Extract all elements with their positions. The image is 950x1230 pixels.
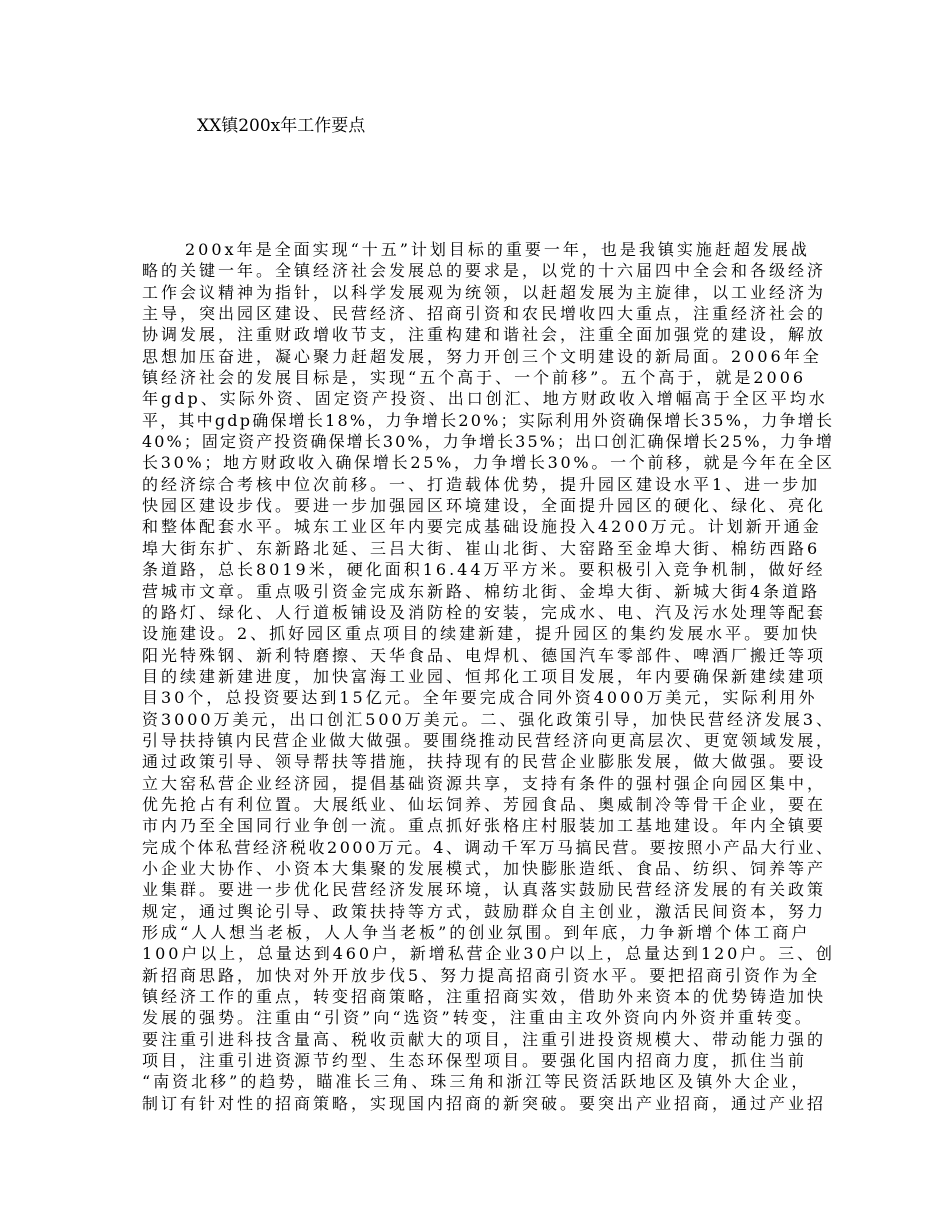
paragraph-line: 和整体配套水平。城东工业区年内要完成基础设施投入4200万元。计划新开通金 <box>142 517 822 537</box>
paragraph-line: 阳光特殊钢、新利特磨擦、天华食品、电焊机、德国汽车零部件、啤酒厂搬迁等项 <box>142 645 827 665</box>
paragraph-line: “南资北移”的趋势，瞄准长三角、珠三角和浙江等民资活跃地区及镇外大企业， <box>142 1072 811 1092</box>
paragraph-line: 目的续建新建进度，加快富海工业园、恒邦化工项目发展，年内要确保新建续建项 <box>142 666 827 686</box>
paragraph-line: 的经济综合考核中位次前移。一、打造载体优势，提升园区建设水平1、进一步加 <box>142 474 821 494</box>
paragraph-line: 新招商思路，加快对外开放步伐5、努力提高招商引资水平。要把招商引资作为全 <box>142 965 821 985</box>
paragraph-line: 100户以上，总量达到460户，新增私营企业30户以上，总量达到120户。三、创 <box>142 944 835 964</box>
paragraph-line: 营城市文章。重点吸引资金完成东新路、棉纺北街、金埠大街、新城大街4条道路 <box>142 581 821 601</box>
paragraph-line: 小企业大协作、小资本大集聚的发展模式，加快膨胀造纸、食品、纺织、饲养等产 <box>142 858 827 878</box>
paragraph-line: 长30%；地方财政收入确保增长25%，力争增长30%。一个前移，就是今年在全区 <box>142 453 835 473</box>
paragraph-line: 目30个，总投资要达到15亿元。全年要完成合同外资4000万美元，实际利用外 <box>142 688 818 708</box>
paragraph-line: 规定，通过舆论引导、政策扶持等方式，鼓励群众自主创业，激活民间资本，努力 <box>142 901 827 921</box>
document-body <box>142 239 835 1114</box>
paragraph-line: 引导扶持镇内民营企业做大做强。要围绕推动民营经济向更高层次、更宽领域发展， <box>142 730 835 750</box>
paragraph-line: 主导，突出园区建设、民营经济、招商引资和农民增收四大重点，注重经济社会的 <box>142 304 827 324</box>
paragraph-line: 完成个体私营经济税收2000万元。4、调动千军万马搞民营。要按照小产品大行业、 <box>142 837 835 857</box>
paragraph-first-line: 200x年是全面实现“十五”计划目标的重要一年，也是我镇实施赶超发展战 <box>185 240 810 259</box>
paragraph-line: 略的关键一年。全镇经济社会发展总的要求是，以党的十六届四中全会和各级经济 <box>142 261 827 281</box>
paragraph-line: 协调发展，注重财政增收节支，注重构建和谐社会，注重全面加强党的建设，解放 <box>142 325 827 345</box>
paragraph-line: 要注重引进科技含量高、税收贡献大的项目，注重引进投资规模大、带动能力强的 <box>142 1029 827 1049</box>
document-title: XX镇200x年工作要点 <box>197 116 366 136</box>
paragraph-line: 资3000万美元，出口创汇500万美元。二、强化政策引导，加快民营经济发展3、 <box>142 709 835 729</box>
paragraph-line: 年gdp、实际外资、固定资产投资、出口创汇、地方财政收入增幅高于全区平均水 <box>142 389 828 409</box>
paragraph-line: 立大窑私营企业经济园，提倡基础资源共享，支持有条件的强村强企向园区集中， <box>142 773 827 793</box>
paragraph-line: 平，其中gdp确保增长18%，力争增长20%；实际利用外资确保增长35%，力争增长 <box>142 410 835 430</box>
paragraph-line: 的路灯、绿化、人行道板铺设及消防栓的安装，完成水、电、汽及污水处理等配套 <box>142 602 827 622</box>
paragraph-line: 制订有针对性的招商策略，实现国内招商的新突破。要突出产业招商，通过产业招 <box>142 1093 827 1113</box>
paragraph-line: 埠大街东扩、东新路北延、三吕大街、崔山北街、大窑路至金埠大街、棉纺西路6 <box>142 538 821 558</box>
paragraph-line: 设施建设。2、抓好园区重点项目的续建新建，提升园区的集约发展水平。要加快 <box>142 624 821 644</box>
paragraph-line: 条道路，总长8019米，硬化面积16.44万平方米。要积极引入竞争机制，做好经 <box>142 560 826 580</box>
paragraph-line: 快园区建设步伐。要进一步加强园区环境建设，全面提升园区的硬化、绿化、亮化 <box>142 496 827 516</box>
paragraph-line: 市内乃至全国同行业争创一流。重点抓好张格庄村服装加工基地建设。年内全镇要 <box>142 816 827 836</box>
paragraph-line: 优先抢占有利位置。大展纸业、仙坛饲养、芳园食品、奥威制冷等骨干企业，要在 <box>142 794 827 814</box>
paragraph-line: 工作会议精神为指针，以科学发展观为统领，以赶超发展为主旋律，以工业经济为 <box>142 282 827 302</box>
paragraph-line: 发展的强势。注重由“引资”向“选资”转变，注重由主攻外资向内外资并重转变。 <box>142 1008 814 1028</box>
paragraph-line: 业集群。要进一步优化民营经济发展环境，认真落实鼓励民营经济发展的有关政策 <box>142 880 827 900</box>
paragraph-line: 思想加压奋进，凝心聚力赶超发展，努力开创三个文明建设的新局面。2006年全 <box>142 346 822 366</box>
paragraph-line: 40%；固定资产投资确保增长30%，力争增长35%；出口创汇确保增长25%，力争增 <box>142 432 835 452</box>
paragraph-line: 形成“人人想当老板，人人争当老板”的创业氛围。到年底，力争新增个体工商户 <box>142 923 811 942</box>
paragraph-line: 项目，注重引进资源节约型、生态环保型项目。要强化国内招商力度，抓住当前 <box>142 1051 808 1071</box>
paragraph-line: 镇经济社会的发展目标是，实现“五个高于、一个前移”。五个高于，就是2006 <box>142 368 807 388</box>
paragraph-line: 镇经济工作的重点，转变招商策略，注重招商实效，借助外来资本的优势铸造加快 <box>142 987 827 1007</box>
paragraph-line: 通过政策引导、领导帮扶等措施，扶持现有的民营企业膨胀发展，做大做强。要设 <box>142 752 827 772</box>
